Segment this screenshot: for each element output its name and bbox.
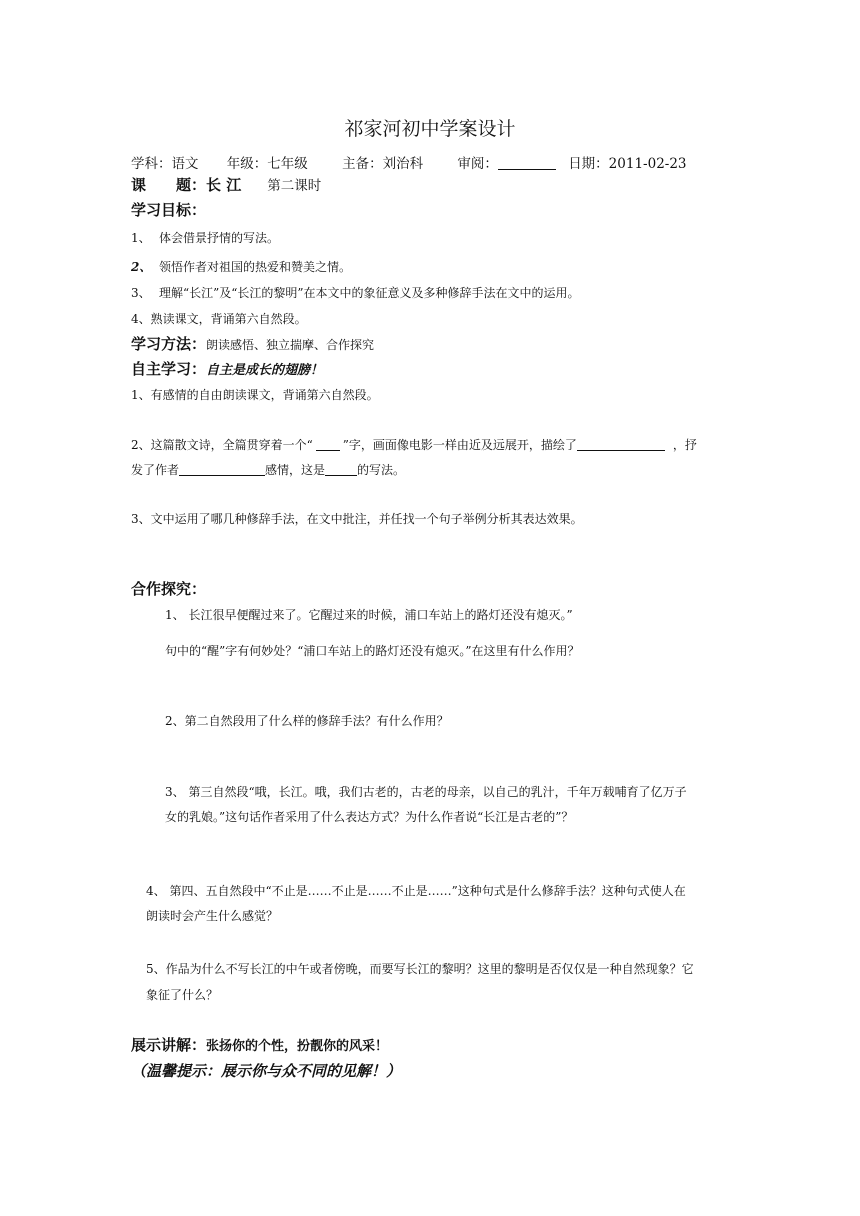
method-text: 朗读感悟、独立揣摩、合作探究 bbox=[206, 338, 375, 352]
coop-q5-line2: 象征了什么？ bbox=[146, 988, 219, 1002]
goal-item: 1、 体会借景抒情的写法。 bbox=[131, 231, 280, 245]
coop-q3-line2: 女的乳娘。”这句话作者采用了什么表达方式？为什么作者说“长江是古老的”？ bbox=[165, 810, 574, 824]
coop-q3-line1: 3、 第三自然段“哦，长江。哦，我们古老的，古老的母亲，以自己的乳汁，千年万载哺育了亿万子 bbox=[165, 785, 687, 799]
self-study-q1: 1、有感情的自由朗读课文，背诵第六自然段。 bbox=[131, 388, 379, 402]
display-line bbox=[131, 1034, 388, 1055]
goal-item: 3、 理解“长江”及“长江的黎明”在本文中的象征意义及多种修辞手法在文中的运用。 bbox=[131, 286, 580, 300]
lesson-label: 课 题：长 江 bbox=[131, 176, 242, 194]
self-study-q2-line2: 发了作者 感情，这是 的写法。 bbox=[131, 463, 406, 477]
meta-author: 主备：刘治科 bbox=[342, 156, 424, 172]
self-study-q3: 3、文中运用了哪几种修辞手法，在文中批注，并任找一个句子举例分析其表达效果。 bbox=[131, 512, 583, 526]
fill-blank bbox=[325, 461, 357, 476]
method-heading: 学习方法： bbox=[131, 335, 207, 353]
meta-line bbox=[131, 152, 687, 172]
method-line bbox=[131, 333, 374, 354]
display-tip: （温馨提示：展示你与众不同的见解！） bbox=[131, 1062, 402, 1080]
goal-item: 2、 领悟作者对祖国的热爱和赞美之情。 bbox=[131, 260, 352, 274]
coop-heading: 合作探究： bbox=[131, 580, 207, 598]
goal-item: 4、熟读课文，背诵第六自然段。 bbox=[131, 312, 307, 326]
self-study-q2-line1: 2、这篇散文诗，全篇贯穿着一个“ ”字，画面像电影一样由近及远展开，描绘了 ，抒 bbox=[131, 438, 697, 452]
display-heading: 展示讲解： bbox=[131, 1036, 207, 1054]
self-study-line bbox=[131, 358, 323, 379]
self-study-heading: 自主学习： bbox=[131, 360, 207, 378]
meta-grade: 年级：七年级 bbox=[226, 156, 308, 172]
lesson-line bbox=[131, 174, 321, 195]
self-study-motto: 自主是成长的翅膀！ bbox=[206, 363, 324, 378]
meta-review: 审阅： bbox=[457, 156, 498, 172]
coop-q2: 2、第二自然段用了什么样的修辞手法？有什么作用？ bbox=[165, 714, 449, 728]
coop-q1-line1: 1、 长江很早便醒过来了。它醒过来的时候，浦口车站上的路灯还没有熄灭。” bbox=[165, 608, 573, 622]
meta-date: 日期：2011-02-23 bbox=[568, 156, 687, 172]
coop-q4-line1: 4、 第四、五自然段中“不止是……不止是……不止是……”这种句式是什么修辞手法？这种句式使人在 bbox=[146, 884, 686, 898]
coop-q4-line2: 朗读时会产生什么感觉？ bbox=[146, 909, 279, 923]
fill-blank bbox=[179, 461, 265, 476]
display-motto: 张扬你的个性，扮靓你的风采！ bbox=[206, 1039, 389, 1054]
fill-blank bbox=[316, 436, 340, 451]
lesson-period: 第二课时 bbox=[267, 178, 322, 194]
coop-q1-line2: 句中的“醒”字有何妙处？“浦口车站上的路灯还没有熄灭。”在这里有什么作用？ bbox=[165, 644, 580, 658]
review-blank bbox=[498, 155, 556, 170]
fill-blank bbox=[577, 436, 665, 451]
page-title: 祁家河初中学案设计 bbox=[344, 118, 516, 140]
meta-subject: 学科：语文 bbox=[131, 156, 199, 172]
coop-q5-line1: 5、作品为什么不写长江的中午或者傍晚，而要写长江的黎明？这里的黎明是否仅仅是一种自然现象？它 bbox=[146, 962, 694, 976]
goals-heading: 学习目标： bbox=[131, 201, 207, 219]
